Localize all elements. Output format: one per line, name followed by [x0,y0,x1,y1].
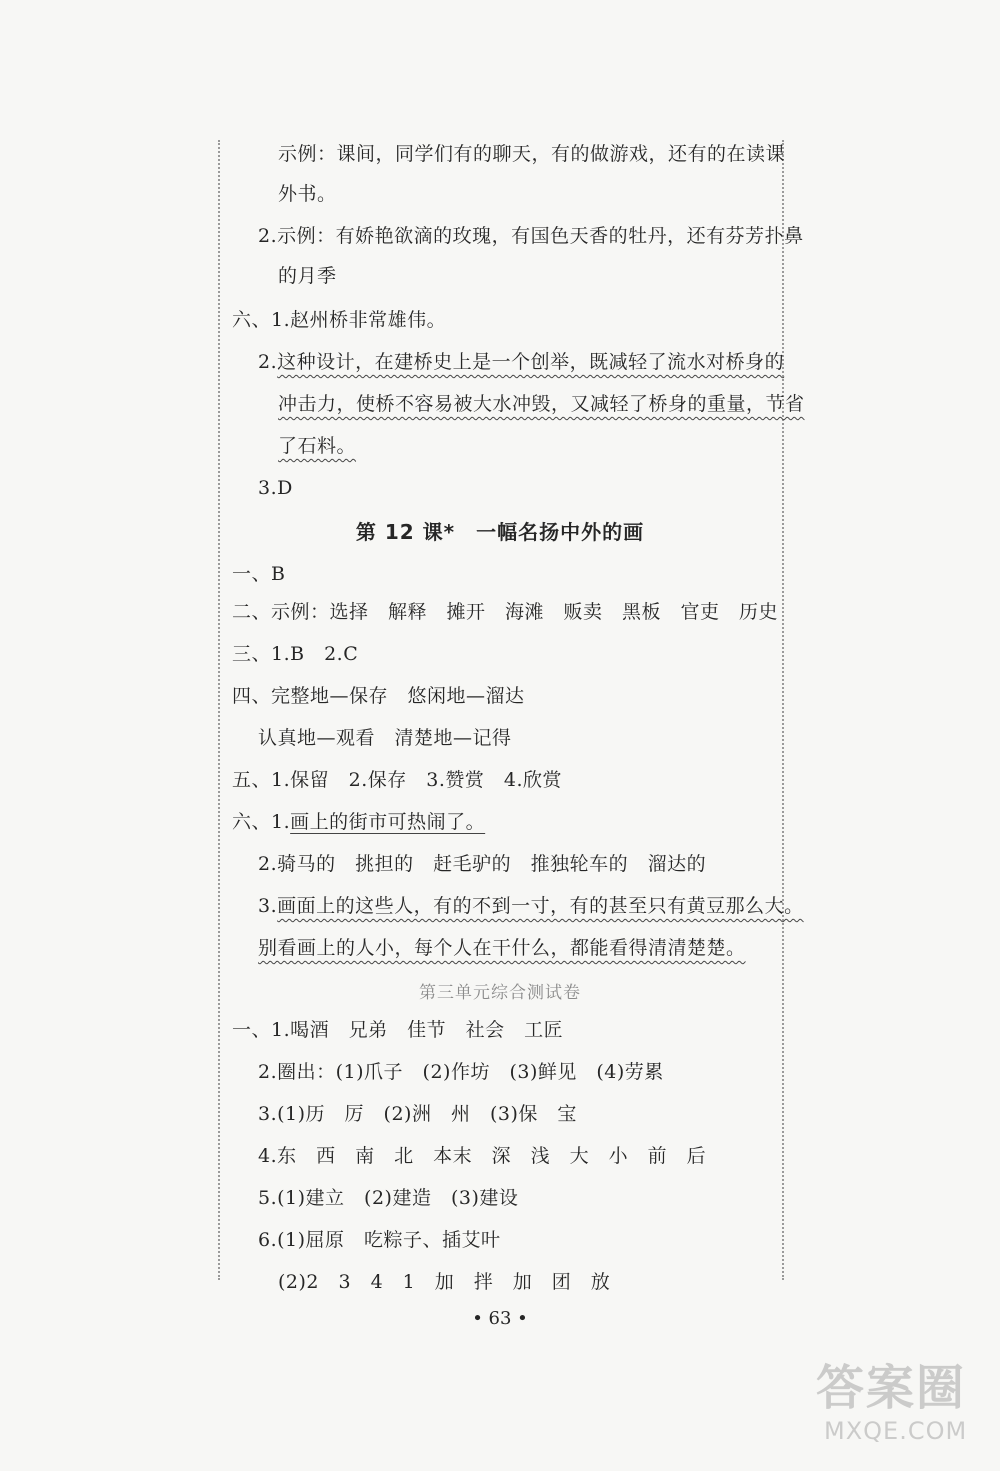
answer-line [258,936,746,960]
question-number: 3. [258,895,278,917]
underlined-text: 画上的街市可热闹了。 [290,811,486,833]
answer-line: 2.骑马的 挑担的 赶毛驴的 推独轮车的 溜达的 [258,853,707,875]
answer-line: 5.(1)建立 (2)建造 (3)建设 [258,1187,519,1209]
answer-line: 的月季 [278,265,337,287]
answer-line [258,894,804,918]
answer-line: 五、1.保留 2.保存 3.赞赏 4.欣赏 [232,769,563,791]
answer-line: (2)2 3 4 1 加 拌 加 团 放 [278,1271,611,1293]
answer-line: 一、B [232,563,286,585]
answer-line: 3.(1)历 厉 (2)洲 州 (3)保 宝 [258,1103,577,1125]
answer-line: 3.D [258,477,293,499]
answer-line: 三、1.B 2.C [232,643,359,665]
answer-line: 示例：课间，同学们有的聊天，有的做游戏，还有的在读课 [278,143,786,165]
left-dotted-border [218,140,220,1280]
answer-line: 6.(1)屈原 吃粽子、插艾叶 [258,1229,501,1251]
wavy-underlined-text: 画面上的这些人，有的不到一寸，有的甚至只有黄豆那么大。 [277,895,804,917]
question-number: 2. [258,351,278,373]
answer-line: 2.圈出：(1)爪子 (2)作坊 (3)鲜见 (4)劳累 [258,1061,664,1083]
answer-line: 二、示例：选择 解释 摊开 海滩 贩卖 黑板 官吏 历史 [232,601,779,623]
lesson-title: 第 12 课* 一幅名扬中外的画 [355,520,645,544]
watermark-text: 答案圈 [816,1360,967,1416]
unit-test-title: 第三单元综合测试卷 [419,983,581,1003]
answer-line [278,392,805,416]
wavy-underlined-text: 冲击力，使桥不容易被大水冲毁，又减轻了桥身的重量，节省 [278,393,805,415]
answer-line [278,434,356,458]
page-number: • 63 • [472,1308,528,1329]
watermark-url: MXQE.COM [824,1417,968,1445]
watermark-logo [816,1349,986,1459]
wavy-underlined-text: 别看画上的人小，每个人在干什么，都能看得清清楚楚。 [258,937,746,959]
answer-line: 外书。 [278,183,337,205]
answer-line: 一、1.喝酒 兄弟 佳节 社会 工匠 [232,1019,564,1041]
right-dotted-border [782,140,784,1280]
answer-line: 4.东 西 南 北 本末 深 浅 大 小 前 后 [258,1145,707,1167]
wavy-underlined-text: 这种设计，在建桥史上是一个创举，既减轻了流水对桥身的 [277,351,785,373]
wavy-underlined-text: 了石料。 [278,435,357,457]
answer-line: 2.示例：有娇艳欲滴的玫瑰，有国色天香的牡丹，还有芬芳扑鼻 [258,225,804,247]
answer-line: 四、完整地—保存 悠闲地—溜达 [232,685,525,707]
answer-line: 六、1.赵州桥非常雄伟。 [232,309,447,331]
question-number: 六、1. [232,811,291,833]
answer-line [258,350,784,374]
answer-line: 认真地—观看 清楚地—记得 [258,727,512,749]
answer-line [232,810,485,834]
